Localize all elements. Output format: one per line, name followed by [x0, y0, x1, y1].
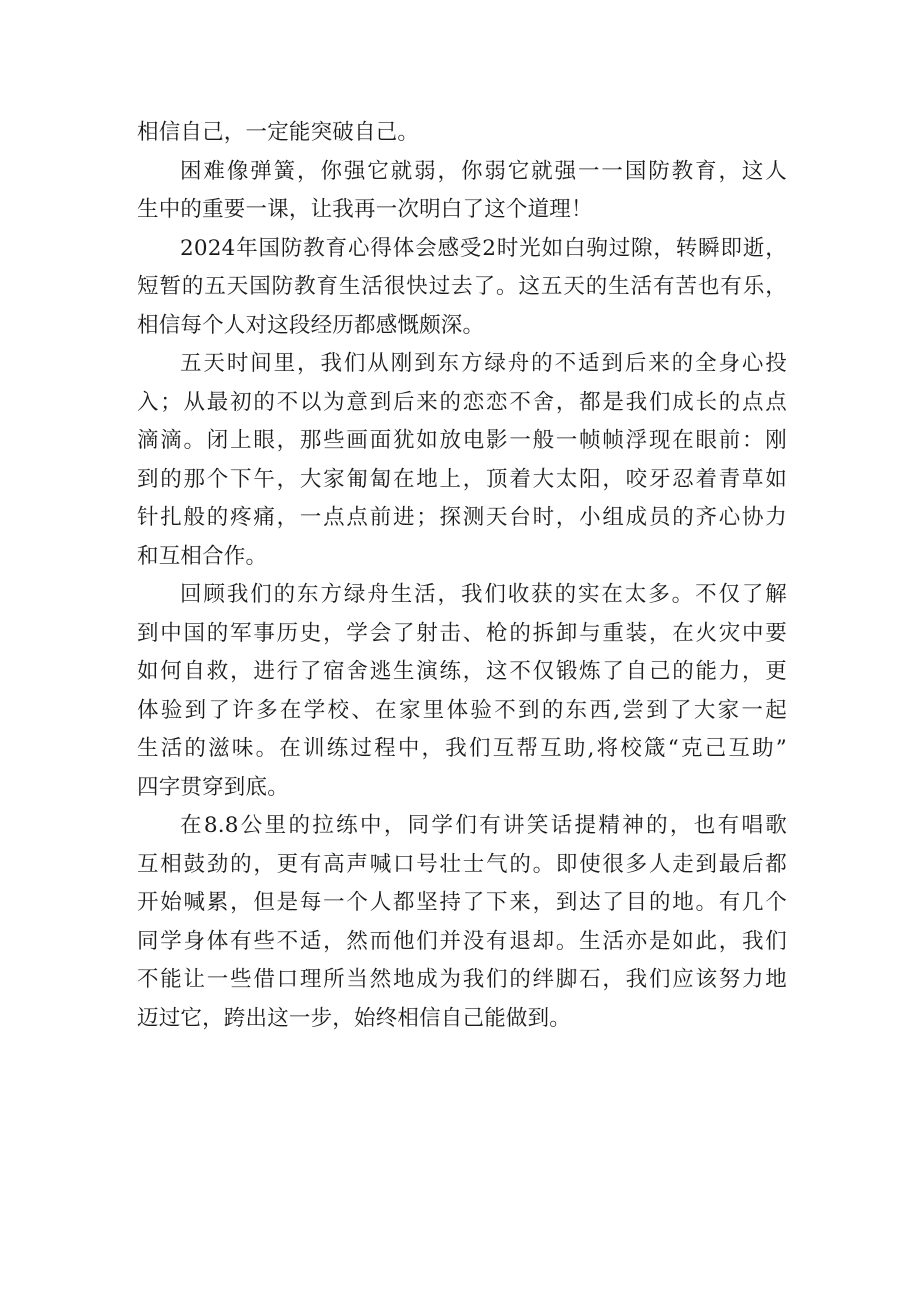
text-line: 到中国的军事历史，学会了射击、枪的拆卸与重装，在火灾中要	[137, 620, 787, 646]
text-line: 迈过它，跨出这一步，始终相信自己能做到。	[137, 1005, 572, 1031]
text-line: 在8.8公里的拉练中，同学们有讲笑话提精神的，也有唱歌	[180, 813, 787, 838]
text-line: 如何自救，进行了宿舍逃生演练，这不仅锻炼了自己的能力，更	[137, 659, 787, 684]
text-line: 四字贯穿到底。	[137, 774, 289, 800]
text-line: 困难像弹簧，你强它就弱，你弱它就强一一国防教育，这人	[180, 158, 787, 184]
text-line: 五天时间里，我们从刚到东方绿舟的不适到后来的全身心投	[180, 351, 787, 376]
text-line: 体验到了许多在学校、在家里体验不到的东西,尝到了大家一起	[137, 697, 787, 723]
text-line: 生中的重要一课，让我再一次明白了这个道理！	[137, 197, 593, 222]
paragraph-5	[137, 576, 787, 807]
paragraph-6	[137, 807, 787, 1038]
text-line: 到的那个下午，大家匍匐在地上，顶着大太阳，咬牙忍着青草如	[137, 466, 787, 492]
paragraph-4	[137, 345, 787, 576]
document-body	[137, 114, 787, 1038]
text-line: 开始喊累，但是每一个人都坚持了下来，到达了目的地。有几个	[137, 890, 787, 915]
text-line: 针扎般的疼痛，一点点前进；探测天台时，小组成员的齐心协力	[137, 505, 787, 530]
text-line: 回顾我们的东方绿舟生活，我们收获的实在太多。不仅了解	[180, 582, 787, 607]
text-line: 互相鼓劲的，更有高声喊口号壮士气的。即使很多人走到最后都	[137, 851, 787, 877]
text-line: 2024年国防教育心得体会感受2时光如白驹过隙，转瞬即逝，	[180, 235, 787, 261]
text-line: 入；从最初的不以为意到后来的恋恋不舍，都是我们成长的点点	[137, 389, 787, 415]
text-line: 滴滴。闭上眼，那些画面犹如放电影一般一帧帧浮现在眼前：刚	[137, 428, 787, 453]
text-line: 和互相合作。	[137, 543, 268, 569]
text-line: 相信自己，一定能突破自己。	[137, 120, 420, 145]
text-line: 生活的滋味。在训练过程中，我们互帮互助,将校箴“克己互助”	[137, 736, 787, 761]
text-line: 相信每个人对这段经历都感慨颇深。	[137, 312, 485, 338]
text-line: 短暂的五天国防教育生活很快过去了。这五天的生活有苦也有乐，	[137, 274, 787, 299]
text-line: 同学身体有些不适，然而他们并没有退却。生活亦是如此，我们	[137, 928, 787, 954]
text-line: 不能让一些借口理所当然地成为我们的绊脚石，我们应该努力地	[137, 967, 787, 992]
paragraph-1	[137, 114, 787, 153]
paragraph-3	[137, 230, 787, 346]
paragraph-2	[137, 153, 787, 230]
